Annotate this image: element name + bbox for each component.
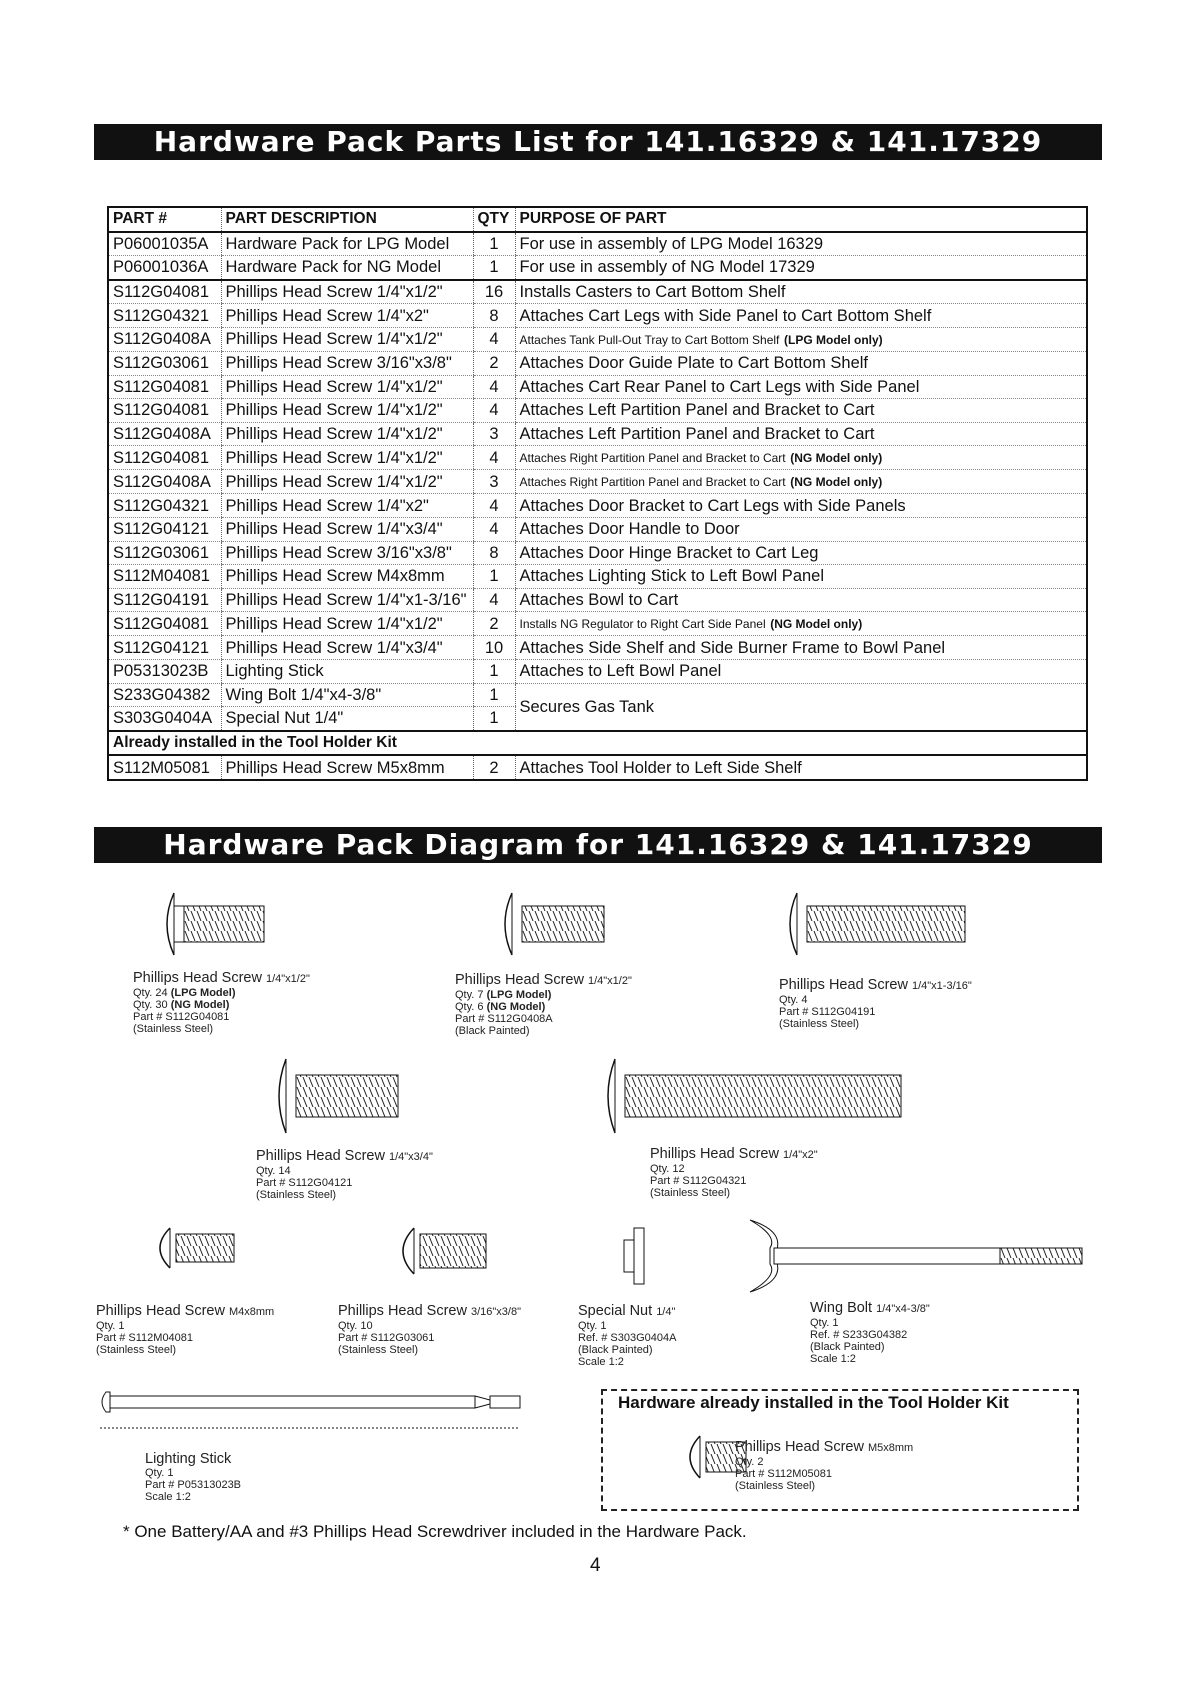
header-qty: QTY [473,207,515,232]
part-purpose [515,327,1087,351]
screw-1-4x3-4-icon [272,1057,402,1135]
purpose-text: Attaches Door Bracket to Cart Legs with Side Panels [519,496,906,515]
part-purpose [515,232,1087,256]
part-number: S112G04081 [108,280,221,304]
part-number: S112G04321 [108,494,221,518]
part-qty: 4 [473,375,515,399]
label-screw-6: Phillips Head Screw M4x8mm Qty. 1 Part # S112M04081 (Stainless Steel) [96,1303,275,1356]
purpose-note: (NG Model only) [790,475,883,490]
label-lighting-stick: Lighting Stick Qty. 1 Part # P05313023B Scale 1:2 [145,1451,242,1503]
part-description: Hardware Pack for NG Model [221,256,473,280]
purpose-text: Attaches Tank Pull-Out Tray to Cart Bottom Shelf [519,332,780,347]
part-qty: 4 [473,494,515,518]
special-nut-icon [620,1226,650,1286]
part-purpose [515,517,1087,541]
part-description: Phillips Head Screw 3/16"x3/8" [221,541,473,565]
purpose-note: (NG Model only) [770,617,863,632]
part-description: Phillips Head Screw 1/4"x1/2" [221,375,473,399]
part-number: S112G0408A [108,470,221,494]
part-qty: 16 [473,280,515,304]
parts-table [107,206,1088,781]
part-description: Phillips Head Screw 3/16"x3/8" [221,351,473,375]
part-description: Phillips Head Screw M4x8mm [221,565,473,589]
part-description: Special Nut 1/4" [221,707,473,731]
table-row [108,327,1087,351]
part-number: S112G0408A [108,422,221,446]
wing-bolt-icon [748,1218,1086,1294]
table-row [108,470,1087,494]
part-description: Phillips Head Screw 1/4"x1/2" [221,280,473,304]
part-description: Phillips Head Screw 1/4"x3/4" [221,636,473,660]
part-number: S233G04382 [108,683,221,707]
screw-black-1-4x1-2-icon [498,891,608,957]
part-number: S112M05081 [108,755,221,780]
label-screw-1: Phillips Head Screw 1/4"x1/2" Qty. 24 (LPG Model) Qty. 30 (NG Model) Part # S112G04081 (Stainless Steel) [133,970,310,1035]
part-purpose [515,541,1087,565]
table-row [108,351,1087,375]
tool-holder-kit-box [601,1389,1079,1511]
purpose-text: For use in assembly of NG Model 17329 [519,258,815,277]
part-number: S303G0404A [108,707,221,731]
label-special-nut: Special Nut 1/4" Qty. 1 Ref. # S303G0404A (Black Painted) Scale 1:2 [578,1303,677,1368]
part-number: S112G04121 [108,636,221,660]
table-row [108,494,1087,518]
table-row [108,422,1087,446]
part-number: S112M04081 [108,565,221,589]
part-purpose [515,304,1087,328]
part-description: Phillips Head Screw 1/4"x1/2" [221,422,473,446]
part-qty: 4 [473,588,515,612]
screw-1-4x1-2-icon [160,891,270,957]
part-purpose [515,565,1087,589]
part-number: S112G04081 [108,375,221,399]
screw-1-4x1-3-16-icon [783,891,968,957]
part-description: Phillips Head Screw 1/4"x1-3/16" [221,588,473,612]
footnote: * One Battery/AA and #3 Phillips Head Screwdriver included in the Hardware Pack. [123,1522,747,1541]
part-qty: 1 [473,707,515,731]
part-purpose [515,612,1087,636]
table-row [108,304,1087,328]
table-row [108,612,1087,636]
part-description: Hardware Pack for LPG Model [221,232,473,256]
part-qty: 4 [473,327,515,351]
table-row [108,588,1087,612]
part-number: S112G03061 [108,351,221,375]
part-number: P05313023B [108,659,221,683]
part-purpose [515,588,1087,612]
part-number: S112G0408A [108,327,221,351]
label-kit-screw: Phillips Head Screw M5x8mm Qty. 2 Part # S112M05081 (Stainless Steel) [735,1439,914,1492]
purpose-text: Attaches Lighting Stick to Left Bowl Panel [519,567,825,586]
screw-3-16x3-8-icon [392,1226,492,1276]
table-row [108,446,1087,470]
part-description: Phillips Head Screw 1/4"x1/2" [221,470,473,494]
purpose-text: Attaches Left Partition Panel and Bracket to Cart [519,401,875,420]
part-qty: 1 [473,659,515,683]
purpose-text: Attaches Right Partition Panel and Bracket to Cart [519,451,786,466]
part-qty: 2 [473,612,515,636]
table-row [108,565,1087,589]
table-row [108,280,1087,304]
label-screw-3: Phillips Head Screw 1/4"x1-3/16" Qty. 4 Part # S112G04191 (Stainless Steel) [779,977,972,1030]
part-purpose [515,280,1087,304]
part-purpose [515,446,1087,470]
table-row [108,683,1087,707]
part-description: Phillips Head Screw 1/4"x2" [221,494,473,518]
part-description: Phillips Head Screw 1/4"x3/4" [221,517,473,541]
part-purpose [515,636,1087,660]
part-qty: 1 [473,565,515,589]
part-number: P06001035A [108,232,221,256]
kit-title: Hardware already installed in the Tool Holder Kit [618,1393,1009,1412]
purpose-text: Attaches Bowl to Cart [519,591,679,610]
part-number: S112G04191 [108,588,221,612]
table-row [108,636,1087,660]
part-purpose: Secures Gas Tank [515,683,1087,731]
purpose-text: Attaches Door Hinge Bracket to Cart Leg [519,543,819,562]
part-purpose [515,470,1087,494]
part-purpose [515,494,1087,518]
lighting-stick-icon [98,1384,533,1434]
part-qty: 1 [473,256,515,280]
part-number: S112G04081 [108,399,221,423]
part-qty: 10 [473,636,515,660]
part-number: S112G04321 [108,304,221,328]
part-number: P06001036A [108,256,221,280]
purpose-text: Attaches Side Shelf and Side Burner Frame to Bowl Panel [519,638,946,657]
label-screw-7: Phillips Head Screw 3/16"x3/8" Qty. 10 Part # S112G03061 (Stainless Steel) [338,1303,521,1356]
section-title: Already installed in the Tool Holder Kit [108,731,1087,756]
part-number: S112G04081 [108,446,221,470]
table-row [108,755,1087,780]
diagram-banner: Hardware Pack Diagram for 141.16329 & 141.17329 [94,827,1102,863]
table-row [108,517,1087,541]
purpose-text: Attaches Cart Rear Panel to Cart Legs with Side Panel [519,377,920,396]
purpose-text: Attaches Door Guide Plate to Cart Bottom Shelf [519,354,869,373]
part-number: S112G04121 [108,517,221,541]
table-row [108,375,1087,399]
part-description: Phillips Head Screw 1/4"x1/2" [221,612,473,636]
screw-1-4x2-icon [601,1057,906,1135]
section-row [108,731,1087,756]
part-qty: 4 [473,446,515,470]
header-description: PART DESCRIPTION [221,207,473,232]
part-qty: 4 [473,517,515,541]
purpose-text: Attaches to Left Bowl Panel [519,662,722,681]
label-wing-bolt: Wing Bolt 1/4"x4-3/8" Qty. 1 Ref. # S233G04382 (Black Painted) Scale 1:2 [810,1300,930,1365]
part-description: Lighting Stick [221,659,473,683]
table-row [108,659,1087,683]
purpose-text: Installs NG Regulator to Right Cart Side Panel [519,617,766,632]
purpose-text: Attaches Door Handle to Door [519,520,740,539]
part-description: Wing Bolt 1/4"x4-3/8" [221,683,473,707]
part-description: Phillips Head Screw 1/4"x1/2" [221,446,473,470]
part-qty: 3 [473,470,515,494]
label-screw-4: Phillips Head Screw 1/4"x3/4" Qty. 14 Part # S112G04121 (Stainless Steel) [256,1148,433,1201]
part-purpose [515,659,1087,683]
purpose-text: Attaches Left Partition Panel and Bracket to Cart [519,425,875,444]
part-description: Phillips Head Screw 1/4"x2" [221,304,473,328]
page-number: 4 [590,1555,601,1576]
header-part: PART # [108,207,221,232]
part-purpose [515,351,1087,375]
part-purpose [515,422,1087,446]
label-screw-5: Phillips Head Screw 1/4"x2" Qty. 12 Part # S112G04321 (Stainless Steel) [650,1146,818,1199]
part-purpose: Attaches Tool Holder to Left Side Shelf [515,755,1087,780]
table-row [108,256,1087,280]
part-qty: 8 [473,304,515,328]
part-purpose [515,256,1087,280]
part-description: Phillips Head Screw 1/4"x1/2" [221,327,473,351]
purpose-text: Attaches Right Partition Panel and Bracket to Cart [519,475,786,490]
part-description: Phillips Head Screw M5x8mm [221,755,473,780]
part-qty: 8 [473,541,515,565]
purpose-text: Installs Casters to Cart Bottom Shelf [519,283,786,302]
part-qty: 1 [473,683,515,707]
part-qty: 2 [473,351,515,375]
part-number: S112G04081 [108,612,221,636]
part-purpose [515,399,1087,423]
part-qty: 2 [473,755,515,780]
part-qty: 1 [473,232,515,256]
part-purpose [515,375,1087,399]
purpose-note: (NG Model only) [790,451,883,466]
part-qty: 4 [473,399,515,423]
header-purpose: PURPOSE OF PART [515,207,1087,232]
screw-m4x8mm-icon [150,1226,245,1270]
part-description: Phillips Head Screw 1/4"x1/2" [221,399,473,423]
purpose-note: (LPG Model only) [784,332,883,347]
parts-list-banner: Hardware Pack Parts List for 141.16329 & 141.17329 [94,124,1102,160]
purpose-text: For use in assembly of LPG Model 16329 [519,234,824,253]
table-row [108,232,1087,256]
purpose-text: Attaches Cart Legs with Side Panel to Cart Bottom Shelf [519,306,932,325]
part-number: S112G03061 [108,541,221,565]
label-screw-2: Phillips Head Screw 1/4"x1/2" Qty. 7 (LPG Model) Qty. 6 (NG Model) Part # S112G0408A (Black Painted) [455,972,632,1037]
table-row [108,399,1087,423]
part-qty: 3 [473,422,515,446]
table-row [108,541,1087,565]
